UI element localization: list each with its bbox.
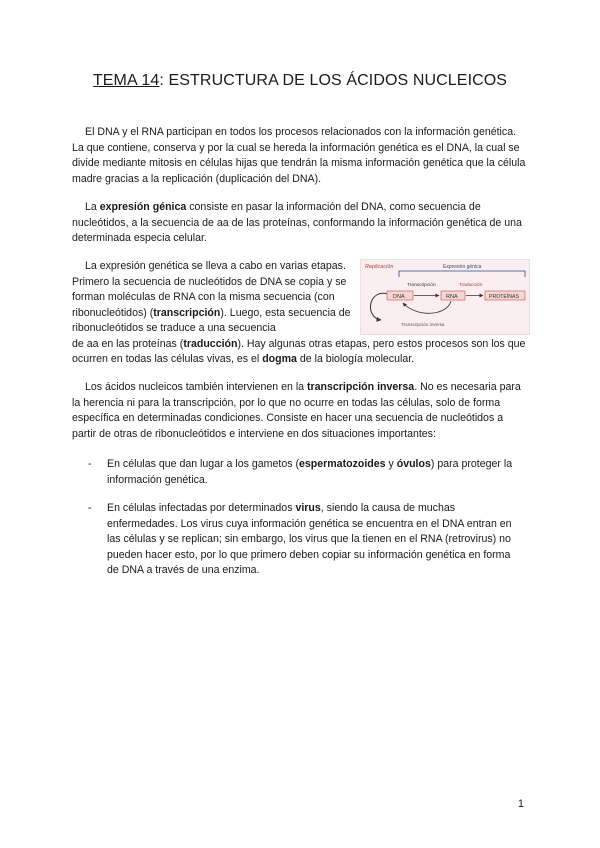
title-number: TEMA 14 — [92, 72, 160, 89]
paragraph-expresion-genica — [72, 200, 528, 247]
list-dash: - — [88, 502, 92, 514]
label-transcripcion: Transcripción — [407, 283, 436, 288]
term-transcripcion: transcripción — [153, 306, 221, 319]
p3-wrap-left — [72, 259, 360, 337]
term-espermatozoides: espermatozoides — [298, 458, 386, 470]
p4-text-a: Los ácidos nucleicos también intervienen en la — [85, 381, 308, 393]
list-item-text — [107, 501, 525, 579]
term-virus: virus — [295, 502, 321, 514]
p3-text-d: de aa en las proteínas ( — [72, 337, 184, 350]
term-dogma: dogma — [262, 353, 297, 365]
label-dna: DNA — [393, 294, 405, 300]
arrow-reverse-transcription — [403, 301, 451, 313]
p3-text-c: ). Luego, esta secuencia de ribonucleótidos se traduce a una secuencia — [72, 306, 351, 334]
p3-text-f: ). Hay algunas otras etapas, pero estos procesos son los que ocurren en todas las células vivas, es el — [72, 337, 526, 365]
replication-loop-arrow — [371, 293, 389, 320]
b2-text-c: , siendo la causa de muchas enfermedades. Los virus cuya información genética se encuentra en el DNA entran en las células y se replican; sin embargo, los virus que la tienen en el RNA (retrovirus) no pueden hacer esto, por lo que primero deben copiar su información genética en forma de DNA a través de una enzima. — [107, 502, 512, 576]
expression-bracket — [399, 271, 525, 277]
list-item-text — [107, 457, 525, 488]
b1-text-c: y — [385, 458, 397, 470]
b1-text-e: ) para proteger la información genética. — [107, 458, 513, 486]
label-replicacion: Replicación — [365, 264, 394, 270]
term-traduccion: traducción — [183, 337, 238, 350]
label-transcripcion-inversa: Transcripción inversa — [401, 322, 445, 327]
page-number: 1 — [517, 798, 524, 810]
p4-text-c: . No es necesaria para la herencia ni para la transcripción, por lo que no ocurre en todas las células, solo de forma específica en determinadas condiciones. Consiste en hacer una secuencia de nucleótidos a partir de otras de ribonucleótidos e interviene en dos situaciones importantes: — [72, 381, 521, 440]
b2-text-a: En células infectadas por determinados — [107, 502, 296, 514]
p2-text-a: La — [85, 201, 100, 213]
label-expresion-genica: Expresión génica — [443, 264, 482, 270]
term-transcripcion-inversa: transcripción inversa — [307, 381, 415, 393]
label-rna: RNA — [446, 294, 458, 300]
term-expresion-genica: expresión génica — [99, 201, 187, 213]
term-ovulos: óvulos — [396, 458, 431, 470]
p2-text-c: consiste en pasar la información del DNA, como secuencia de nucleótidos, a la secuencia de aa de las proteínas, conformando la información genética de una determinada especia celular. — [72, 201, 522, 244]
label-proteinas: PROTEÍNAS — [489, 294, 519, 300]
label-traduccion: Traducción — [459, 283, 483, 288]
title-text: : ESTRUCTURA DE LOS ÁCIDOS NUCLEICOS — [159, 72, 508, 89]
paragraph-transcripcion-inversa — [72, 380, 528, 442]
page-title — [0, 72, 600, 90]
p3-text-a: La expresión genética se lleva a cabo en varias etapas. Primero la secuencia de nucleótidos de DNA se copia y se forman moléculas de RNA con la misma secuencia (con ribonucleótidos) ( — [72, 260, 347, 319]
list-dash: - — [88, 458, 92, 470]
paragraph-intro-text: El DNA y el RNA participan en todos los procesos relacionados con la información genética. La que contiene, conserva y por la cual se hereda la información genética es el DNA, la cual se divide mediante mitosis en células hijas que tendrán la misma información genética que la célula madre gracias a la replicación (duplicación del DNA). — [72, 126, 526, 185]
dogma-diagram-svg — [361, 260, 529, 334]
p3-text-h: de la biología molecular. — [296, 353, 415, 365]
b1-text-a: En células que dan lugar a los gametos ( — [107, 458, 299, 470]
paragraph-intro — [72, 125, 528, 187]
dogma-diagram — [360, 259, 530, 335]
